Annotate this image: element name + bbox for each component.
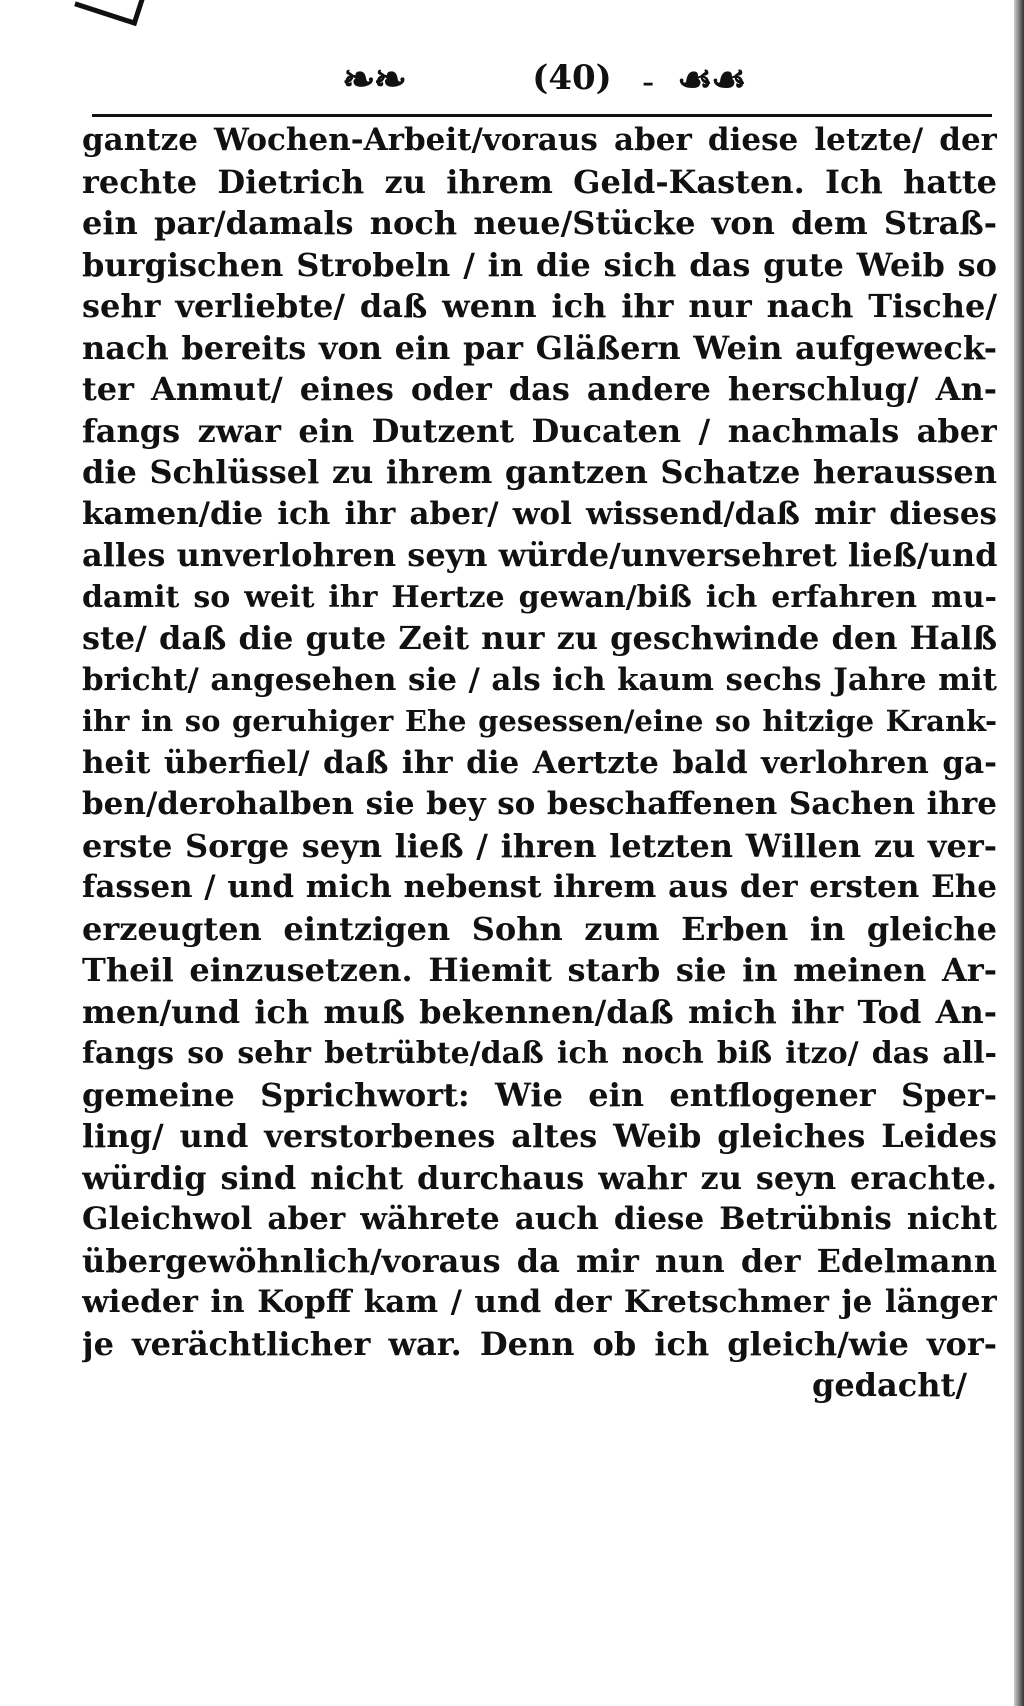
text-line: ter Anmut/ eines oder das andere herschlug/ An- (82, 370, 997, 408)
text-line: Gleichwol aber währete auch diese Betrübnis nicht (82, 1201, 997, 1237)
page-edge-shadow (1014, 0, 1024, 1706)
text-line: übergewöhnlich/voraus da mir nun der Edelmann (82, 1241, 997, 1280)
text-line: je verächtlicher war. Denn ob ich gleich/wie vor- (82, 1324, 997, 1363)
text-line: heit überfiel/ daß ihr die Aertzte bald verlohren ga- (82, 744, 997, 781)
page-number: (40) (532, 58, 612, 98)
text-line: men/und ich muß bekennen/daß mich ihr Tod An- (82, 992, 997, 1031)
text-line: fassen / und mich nebenst ihrem aus der ersten Ehe (82, 869, 997, 905)
text-line: fangs so sehr betrübte/daß ich noch biß itzo/ das all- (82, 1036, 997, 1071)
text-line: ein par/damals noch neue/Stücke von dem Straß- (82, 204, 997, 242)
text-line: erzeugten eintzigen Sohn zum Erben in gleiche (82, 909, 997, 948)
header-rule (92, 114, 992, 117)
text-line: fangs zwar ein Dutzent Ducaten / nachmals aber (82, 411, 997, 450)
text-line: würdig sind nicht durchaus wahr zu seyn erachte. (82, 1158, 997, 1197)
catchword: gedacht/ (811, 1366, 967, 1404)
text-line: gemeine Sprichwort: Wie ein entflogener Sper- (82, 1075, 997, 1114)
running-header (92, 48, 992, 114)
text-line: rechte Dietrich zu ihrem Geld-Kasten. Ich hatte (82, 162, 997, 201)
ornament-right-icon: ☙☙ (677, 56, 745, 103)
text-line: ihr in so geruhiger Ehe gesessen/eine so hitzige Krank- (82, 704, 997, 738)
text-line: ste/ daß die gute Zeit nur zu geschwinde den Halß (82, 619, 997, 657)
text-line: burgischen Strobeln / in die sich das gute Weib so (82, 245, 997, 284)
text-line: wieder in Kopff kam / und der Kretschmer je länger (82, 1284, 997, 1320)
text-line: erste Sorge seyn ließ / ihren letzten Willen zu ver- (82, 826, 997, 865)
body-text (82, 120, 997, 1407)
text-line: sehr verliebte/ daß wenn ich ihr nur nach Tische/ (82, 287, 997, 325)
text-line: damit so weit ihr Hertze gewan/biß ich erfahren mu- (82, 579, 997, 615)
text-line: gantze Wochen-Arbeit/voraus aber diese letzte/ der (82, 122, 997, 158)
text-line: Theil einzusetzen. Hiemit starb sie in meinen Ar- (82, 951, 997, 989)
text-line: ben/derohalben sie bey so beschaffenen Sachen ihre (82, 786, 997, 822)
header-separator: - (642, 62, 655, 103)
ornament-left-icon: ❧❧ (342, 56, 406, 103)
text-line: kamen/die ich ihr aber/ wol wissend/daß mir dieses (82, 495, 997, 532)
text-line: die Schlüssel zu ihrem gantzen Schatze heraussen (82, 453, 997, 491)
text-line: ling/ und verstorbenes altes Weib gleiches Leides (82, 1117, 997, 1155)
text-line: nach bereits von ein par Gläßern Wein aufgeweck- (82, 328, 997, 367)
page-corner-mark (74, 0, 147, 26)
text-line: bricht/ angesehen sie / als ich kaum sechs Jahre mit (82, 661, 997, 698)
text-line: alles unverlohren seyn würde/unversehret ließ/und (82, 536, 997, 574)
